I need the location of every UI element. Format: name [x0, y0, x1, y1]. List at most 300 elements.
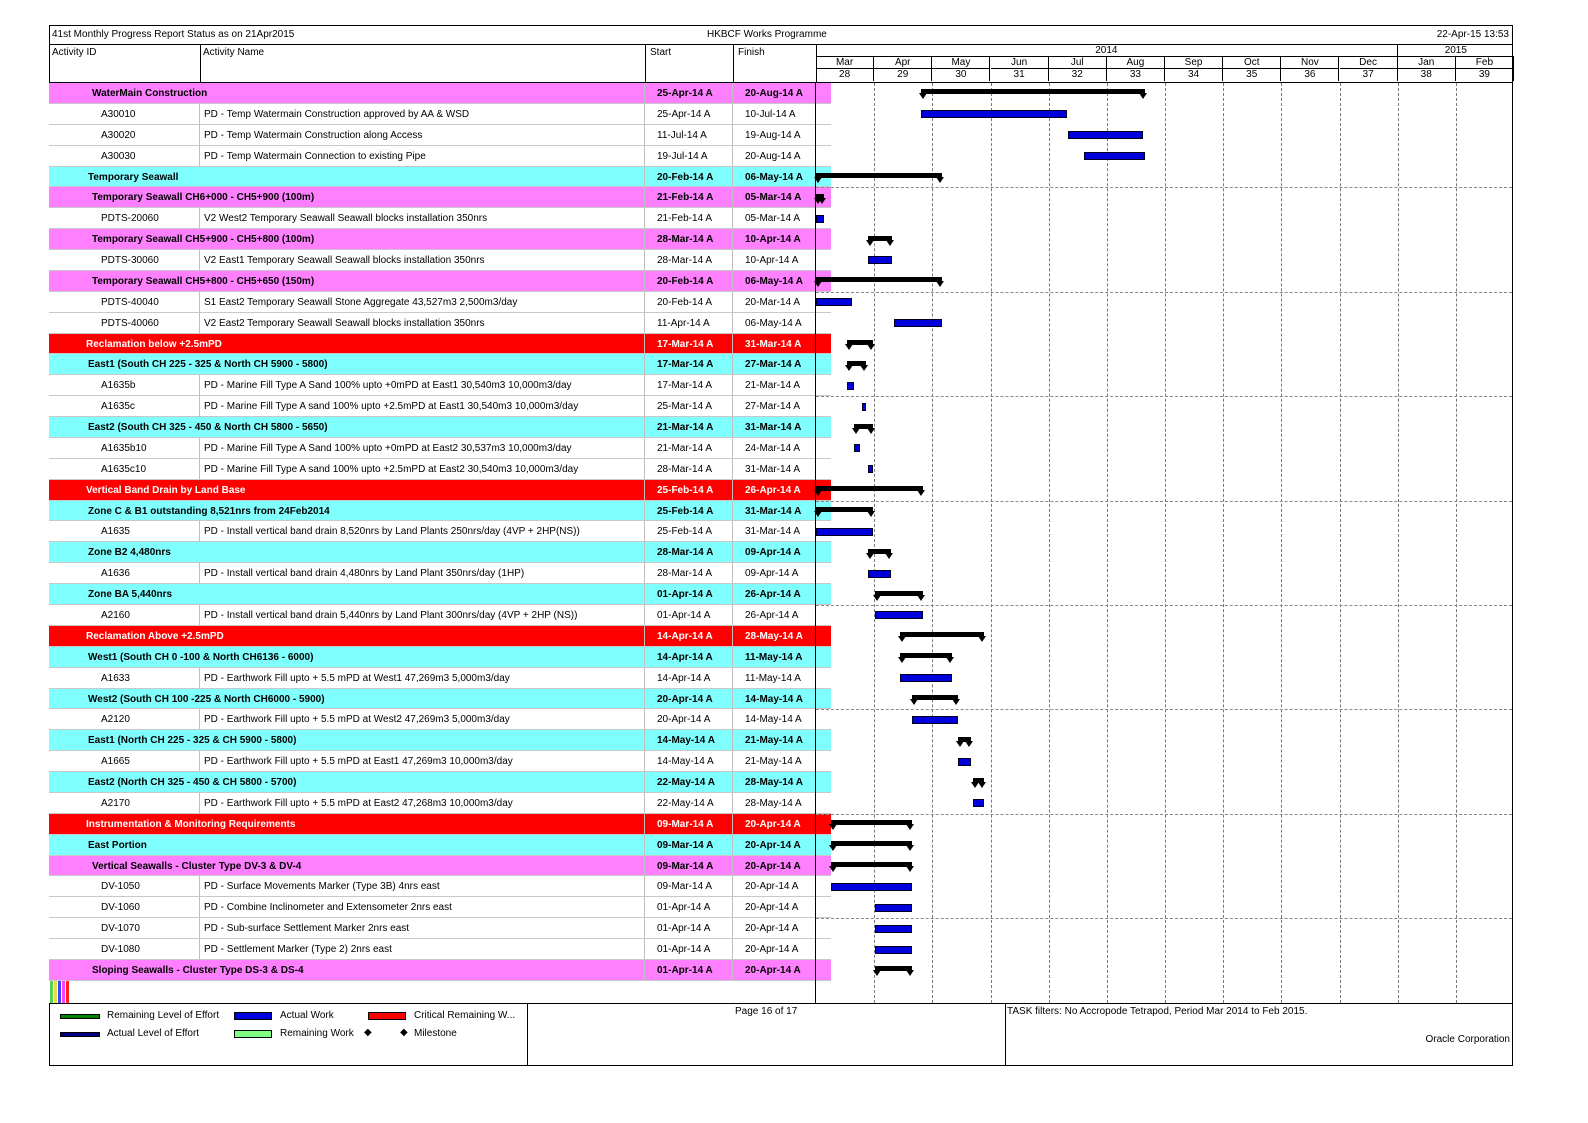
activity-finish: 21-Mar-14 A	[745, 380, 801, 392]
col-finish[interactable]: Finish	[738, 47, 765, 58]
activity-name: S1 East2 Temporary Seawall Stone Aggregate 43,527m3 2,500m3/day	[204, 296, 518, 308]
cell-divider	[732, 626, 733, 646]
activity-name: PD - Install vertical band drain 8,520nrs by Land Plants 250nrs/day (4VP + 2HP(NS))	[204, 526, 580, 538]
activity-id: Vertical Seawalls - Cluster Type DV-3 & DV-4	[92, 860, 302, 872]
wbs-row[interactable]	[49, 187, 831, 208]
activity-id: East2 (South CH 325 - 450 & North CH 5800 - 5650)	[88, 422, 328, 434]
cell-divider	[644, 856, 645, 876]
activity-name: PD - Settlement Marker (Type 2) 2nrs east	[204, 944, 392, 956]
cell-divider	[732, 167, 733, 187]
cell-divider	[644, 104, 645, 124]
summary-bar	[900, 653, 952, 658]
cell-divider	[732, 939, 733, 959]
timescale-week: 38	[1398, 69, 1456, 81]
wbs-row[interactable]	[49, 814, 831, 835]
activity-finish: 09-Apr-14 A	[745, 568, 799, 580]
col-start[interactable]: Start	[650, 47, 672, 58]
gantt-month-gridline	[1223, 83, 1224, 1003]
activity-finish: 09-Apr-14 A	[745, 547, 801, 559]
wbs-row[interactable]	[49, 772, 831, 793]
cell-divider	[644, 709, 645, 729]
activity-start: 28-Mar-14 A	[657, 234, 714, 246]
activity-id: Zone C & B1 outstanding 8,521nrs from 24Feb2014	[88, 505, 330, 517]
summary-bar	[831, 862, 911, 867]
activity-start: 14-May-14 A	[657, 756, 714, 768]
cell-divider	[644, 417, 645, 437]
gantt-chart	[815, 83, 1513, 1003]
activity-name: PD - Temp Watermain Connection to existing Pipe	[204, 150, 426, 162]
activity-row[interactable]	[49, 918, 831, 939]
cell-divider	[199, 459, 200, 479]
cell-divider	[732, 876, 733, 896]
activity-start: 01-Apr-14 A	[657, 610, 711, 621]
report-title: 41st Monthly Progress Report Status as on 21Apr2015	[52, 29, 295, 40]
cell-divider	[732, 187, 733, 207]
activity-start: 25-Feb-14 A	[657, 505, 714, 517]
activity-id: A1635c10	[101, 463, 147, 475]
cell-divider	[732, 83, 733, 103]
cell-divider	[732, 229, 733, 249]
cell-divider	[732, 271, 733, 291]
activity-finish: 28-May-14 A	[745, 630, 803, 642]
activity-start: 01-Apr-14 A	[657, 902, 711, 914]
cell-divider	[199, 396, 200, 416]
cell-divider	[199, 605, 200, 625]
cell-divider	[644, 939, 645, 959]
timescale-month: Nov	[1281, 57, 1339, 69]
activity-start: 28-Mar-14 A	[657, 568, 713, 580]
cell-divider	[732, 584, 733, 604]
actual-work-bar	[875, 904, 911, 912]
activity-id: PDTS-30060	[101, 255, 159, 267]
activity-row[interactable]	[49, 438, 831, 459]
activity-start: 20-Feb-14 A	[657, 296, 713, 308]
cell-divider	[644, 814, 645, 834]
wbs-row[interactable]	[49, 835, 831, 856]
activity-row[interactable]	[49, 146, 831, 167]
actual-work-bar	[894, 319, 942, 327]
cell-divider	[644, 354, 645, 374]
cell-divider	[644, 626, 645, 646]
activity-id: Sloping Seawalls - Cluster Type DS-3 & DS-4	[92, 964, 304, 976]
cell-divider	[644, 668, 645, 688]
cell-divider	[199, 104, 200, 124]
cell-divider	[644, 167, 645, 187]
cell-divider	[644, 313, 645, 333]
gantt-row-gridline	[816, 501, 1512, 502]
activity-finish: 26-Apr-14 A	[745, 610, 799, 621]
cell-divider	[644, 271, 645, 291]
activity-id: PDTS-20060	[101, 213, 159, 225]
cell-divider	[644, 730, 645, 750]
summary-bar	[912, 695, 958, 700]
cell-divider	[644, 208, 645, 228]
timescale-week: 30	[932, 69, 990, 81]
legend-remaining-loe: Remaining Level of Effort	[107, 1010, 220, 1021]
summary-bar	[875, 966, 911, 971]
activity-row[interactable]	[49, 521, 831, 542]
actual-work-bar	[900, 674, 952, 682]
activity-id: DV-1070	[101, 923, 140, 935]
cell-divider	[732, 396, 733, 416]
summary-bar	[831, 820, 911, 825]
timescale-month: Feb	[1456, 57, 1514, 69]
legend-swatch-actual-work	[234, 1012, 272, 1020]
gantt-row-gridline	[816, 292, 1512, 293]
activity-row[interactable]	[49, 751, 831, 772]
activity-row[interactable]	[49, 563, 831, 584]
summary-bar	[868, 236, 893, 241]
wbs-row[interactable]	[49, 501, 831, 522]
cell-divider	[199, 313, 200, 333]
activity-start: 20-Apr-14 A	[657, 693, 713, 705]
cell-divider	[199, 125, 200, 145]
col-activity-id[interactable]: Activity ID	[52, 47, 97, 58]
timescale-month: Jun	[991, 57, 1049, 69]
cell-divider	[199, 918, 200, 938]
activity-start: 09-Mar-14 A	[657, 839, 714, 851]
activity-id: A1635b10	[101, 442, 147, 454]
wbs-row[interactable]	[49, 83, 831, 104]
activity-finish: 20-Apr-14 A	[745, 902, 799, 914]
cell-divider	[732, 417, 733, 437]
cell-divider	[644, 375, 645, 395]
activity-name: PD - Earthwork Fill upto + 5.5 mPD at West1 47,269m3 5,000m3/day	[204, 672, 510, 684]
wbs-row[interactable]	[49, 354, 831, 375]
activity-id: A30020	[101, 129, 136, 141]
activity-id: DV-1060	[101, 902, 140, 914]
activity-row[interactable]	[49, 292, 831, 313]
activity-name: PD - Sub-surface Settlement Marker 2nrs east	[204, 923, 410, 935]
timescale-week: 39	[1456, 69, 1514, 81]
timescale-month: Apr	[874, 57, 932, 69]
activity-start: 14-Apr-14 A	[657, 672, 711, 684]
activity-row[interactable]	[49, 939, 831, 960]
activity-start: 21-Mar-14 A	[657, 442, 713, 454]
cell-divider	[732, 542, 733, 562]
activity-row[interactable]	[49, 104, 831, 125]
cell-divider	[732, 375, 733, 395]
cell-divider	[732, 668, 733, 688]
actual-work-bar	[854, 444, 860, 452]
report-header	[49, 25, 1513, 45]
legend-milestone: Milestone	[414, 1028, 457, 1039]
activity-id: Temporary Seawall CH5+900 - CH5+800 (100m)	[92, 234, 315, 246]
cell-divider	[732, 250, 733, 270]
activity-row[interactable]	[49, 396, 831, 417]
activity-finish: 31-Mar-14 A	[745, 463, 801, 475]
activity-finish: 06-May-14 A	[745, 275, 803, 287]
activity-row[interactable]	[49, 250, 831, 271]
cell-divider	[644, 480, 645, 500]
legend-swatch-remaining-work	[234, 1030, 272, 1038]
cell-divider	[644, 438, 645, 458]
activity-finish: 14-May-14 A	[745, 714, 802, 726]
cell-divider	[732, 605, 733, 625]
timescale-week: 32	[1049, 69, 1107, 81]
activity-id: Reclamation Above +2.5mPD	[86, 630, 224, 642]
activity-row[interactable]	[49, 897, 831, 918]
cell-divider	[732, 960, 733, 980]
gantt-month-gridline	[1398, 83, 1399, 1003]
gantt-row-gridline	[816, 605, 1512, 606]
activity-finish: 31-Mar-14 A	[745, 338, 802, 350]
activity-finish: 26-Apr-14 A	[745, 589, 801, 601]
cell-divider	[644, 501, 645, 521]
report-frame	[49, 25, 1513, 1066]
activity-finish: 05-Mar-14 A	[745, 192, 802, 204]
timescale-month: Oct	[1223, 57, 1281, 69]
actual-work-bar	[862, 403, 866, 411]
actual-work-bar	[847, 382, 855, 390]
activity-id: East1 (South CH 225 - 325 & North CH 5900 - 5800)	[88, 359, 328, 371]
activity-start: 14-May-14 A	[657, 735, 715, 747]
activity-id: A2120	[101, 714, 130, 726]
wbs-row[interactable]	[49, 167, 831, 188]
activity-start: 28-Mar-14 A	[657, 255, 713, 267]
summary-bar	[816, 486, 923, 491]
activity-row[interactable]	[49, 668, 831, 689]
cell-divider	[644, 125, 645, 145]
cell-divider	[732, 689, 733, 709]
summary-bar	[854, 424, 873, 429]
activity-finish: 11-May-14 A	[745, 672, 801, 684]
cell-divider	[732, 459, 733, 479]
activity-row[interactable]	[49, 375, 831, 396]
activity-finish: 24-Mar-14 A	[745, 442, 801, 454]
timescale-week: 36	[1281, 69, 1339, 81]
wbs-row[interactable]	[49, 334, 831, 355]
activity-id: A2160	[101, 610, 130, 621]
wbs-row[interactable]	[49, 689, 831, 710]
report-datetime: 22-Apr-15 13:53	[1436, 29, 1509, 40]
cell-divider	[644, 647, 645, 667]
summary-bar	[816, 507, 873, 512]
activity-name: PD - Install vertical band drain 4,480nrs by Land Plant 350nrs/day (1HP)	[204, 568, 525, 580]
cell-divider	[644, 897, 645, 917]
activity-finish: 20-Apr-14 A	[745, 944, 799, 956]
actual-work-bar	[1084, 152, 1145, 160]
actual-work-bar	[973, 799, 984, 807]
activity-finish: 28-May-14 A	[745, 797, 802, 809]
cell-divider	[199, 876, 200, 896]
cell-divider	[199, 521, 200, 541]
col-activity-name[interactable]: Activity Name	[203, 47, 265, 58]
actual-work-bar	[816, 298, 852, 306]
cell-divider	[199, 897, 200, 917]
activity-row[interactable]	[49, 605, 831, 626]
report-footer	[49, 1003, 1513, 1066]
activity-start: 21-Feb-14 A	[657, 192, 714, 204]
wbs-row[interactable]	[49, 480, 831, 501]
legend-swatch-critical	[368, 1012, 406, 1020]
cell-divider	[644, 793, 645, 813]
activity-name: PD - Earthwork Fill upto + 5.5 mPD at East1 47,269m3 10,000m3/day	[204, 756, 513, 768]
gantt-timescale	[816, 45, 1512, 82]
timescale-month: Mar	[816, 57, 874, 69]
cell-divider	[732, 709, 733, 729]
actual-work-bar	[1068, 131, 1143, 139]
activity-id: East1 (North CH 225 - 325 & CH 5900 - 5800)	[88, 735, 297, 747]
activity-start: 20-Feb-14 A	[657, 275, 714, 287]
actual-work-bar	[816, 215, 824, 223]
activity-finish: 20-Apr-14 A	[745, 964, 801, 976]
cell-divider	[732, 104, 733, 124]
cell-divider	[644, 542, 645, 562]
cell-divider	[644, 876, 645, 896]
wbs-row[interactable]	[49, 856, 831, 877]
actual-work-bar	[912, 716, 958, 724]
cell-divider	[199, 438, 200, 458]
summary-bar	[847, 361, 866, 366]
timescale-week: 33	[1107, 69, 1165, 81]
activity-start: 09-Mar-14 A	[657, 881, 713, 893]
activity-finish: 10-Apr-14 A	[745, 255, 799, 267]
cell-divider	[732, 480, 733, 500]
activity-name: PD - Temp Watermain Construction along Access	[204, 129, 423, 141]
activity-id: A1635c	[101, 401, 135, 413]
activity-start: 11-Jul-14 A	[657, 129, 707, 141]
gantt-row-gridline	[816, 918, 1512, 919]
activity-finish: 10-Apr-14 A	[745, 234, 801, 246]
cell-divider	[732, 354, 733, 374]
activity-id: A2170	[101, 797, 130, 809]
cell-divider	[199, 793, 200, 813]
activity-id: East Portion	[88, 839, 147, 851]
activity-finish: 20-Apr-14 A	[745, 860, 801, 872]
actual-work-bar	[875, 946, 911, 954]
wbs-row[interactable]	[49, 542, 831, 563]
timescale-month: Jan	[1398, 57, 1456, 69]
timescale-week: 29	[874, 69, 932, 81]
activity-row[interactable]	[49, 208, 831, 229]
activity-start: 25-Apr-14 A	[657, 88, 713, 99]
cell-divider	[644, 835, 645, 855]
activity-start: 28-Mar-14 A	[657, 463, 713, 475]
summary-bar	[875, 591, 923, 596]
activity-id: A30010	[101, 108, 136, 120]
activity-name: PD - Install vertical band drain 5,440nrs by Land Plant 300nrs/day (4VP + 2HP (NS))	[204, 610, 578, 621]
summary-bar	[921, 89, 1145, 94]
activity-id: WaterMain Construction	[92, 88, 208, 99]
cell-divider	[644, 396, 645, 416]
activity-finish: 19-Aug-14 A	[745, 129, 801, 141]
timescale-year: 2014	[816, 45, 1398, 57]
activity-name: PD - Earthwork Fill upto + 5.5 mPD at West2 47,269m3 5,000m3/day	[204, 714, 510, 726]
cell-divider	[644, 292, 645, 312]
activity-start: 19-Jul-14 A	[657, 150, 708, 162]
cell-divider	[732, 897, 733, 917]
wbs-row[interactable]	[49, 730, 831, 751]
activity-finish: 27-Mar-14 A	[745, 401, 801, 413]
activity-row[interactable]	[49, 709, 831, 730]
legend-actual-work: Actual Work	[280, 1010, 334, 1021]
cell-divider	[199, 563, 200, 583]
cell-divider	[732, 521, 733, 541]
activity-row[interactable]	[49, 876, 831, 897]
summary-bar	[900, 632, 984, 637]
activity-id: A30030	[101, 150, 136, 162]
cell-divider	[732, 835, 733, 855]
gantt-row-gridline	[816, 814, 1512, 815]
activity-finish: 06-May-14 A	[745, 171, 803, 183]
cell-divider	[732, 793, 733, 813]
cell-divider	[732, 313, 733, 333]
timescale-month: May	[932, 57, 990, 69]
activity-finish: 21-May-14 A	[745, 756, 802, 768]
activity-finish: 20-Mar-14 A	[745, 296, 801, 308]
wbs-row[interactable]	[49, 271, 831, 292]
cell-divider	[199, 668, 200, 688]
actual-work-bar	[831, 883, 911, 891]
activity-id: West2 (South CH 100 -225 & North CH6000 - 5900)	[88, 693, 325, 705]
activity-id: Reclamation below +2.5mPD	[86, 338, 222, 350]
cell-divider	[732, 125, 733, 145]
activity-finish: 26-Apr-14 A	[745, 484, 801, 496]
activity-id: East2 (North CH 325 - 450 & CH 5800 - 5700)	[88, 777, 297, 789]
activity-id: Zone B2 4,480nrs	[88, 547, 171, 559]
wbs-row[interactable]	[49, 626, 831, 647]
cell-divider	[644, 521, 645, 541]
gantt-month-gridline	[991, 83, 992, 1003]
cell-divider	[644, 918, 645, 938]
activity-start: 14-Apr-14 A	[657, 630, 713, 642]
wbs-row[interactable]	[49, 647, 831, 668]
activity-id: Temporary Seawall	[88, 171, 179, 183]
gantt-month-gridline	[1281, 83, 1282, 1003]
cell-divider	[199, 146, 200, 166]
cell-divider	[644, 146, 645, 166]
page-number: Page 16 of 17	[735, 1006, 798, 1017]
activity-name: PD - Marine Fill Type A sand 100% upto +2.5mPD at East2 30,540m3 10,000m3/day	[204, 463, 579, 475]
activity-row[interactable]	[49, 125, 831, 146]
activity-row[interactable]	[49, 313, 831, 334]
activity-name: V2 East1 Temporary Seawall Seawall blocks installation 350nrs	[204, 255, 485, 267]
gantt-row-gridline	[816, 187, 1512, 188]
activity-finish: 27-Mar-14 A	[745, 359, 802, 371]
activity-start: 01-Apr-14 A	[657, 964, 713, 976]
cell-divider	[644, 772, 645, 792]
actual-work-bar	[875, 925, 911, 933]
cell-divider	[644, 187, 645, 207]
gantt-month-gridline	[1340, 83, 1341, 1003]
timescale-month: Sep	[1165, 57, 1223, 69]
gantt-row-gridline	[816, 709, 1512, 710]
actual-work-bar	[868, 570, 891, 578]
legend-actual-loe: Actual Level of Effort	[107, 1028, 200, 1039]
programme-title: HKBCF Works Programme	[707, 29, 827, 40]
activity-row[interactable]	[49, 793, 831, 814]
gantt-month-gridline	[932, 83, 933, 1003]
wbs-row[interactable]	[49, 584, 831, 605]
wbs-row[interactable]	[49, 229, 831, 250]
cell-divider	[732, 856, 733, 876]
milestone-diamond-icon: ◆	[400, 1027, 408, 1038]
cell-divider	[732, 563, 733, 583]
actual-work-bar	[816, 528, 873, 536]
legend-milestone-marker-icon: ◆	[364, 1027, 372, 1038]
wbs-row[interactable]	[49, 960, 831, 981]
actual-work-bar	[958, 758, 971, 766]
cell-divider	[644, 751, 645, 771]
wbs-row[interactable]	[49, 417, 831, 438]
activity-row[interactable]	[49, 459, 831, 480]
activity-id: A1635	[101, 526, 130, 538]
cell-divider	[732, 501, 733, 521]
activity-finish: 20-Aug-14 A	[745, 88, 803, 99]
summary-bar	[958, 737, 971, 742]
activity-id: PDTS-40060	[101, 317, 159, 329]
